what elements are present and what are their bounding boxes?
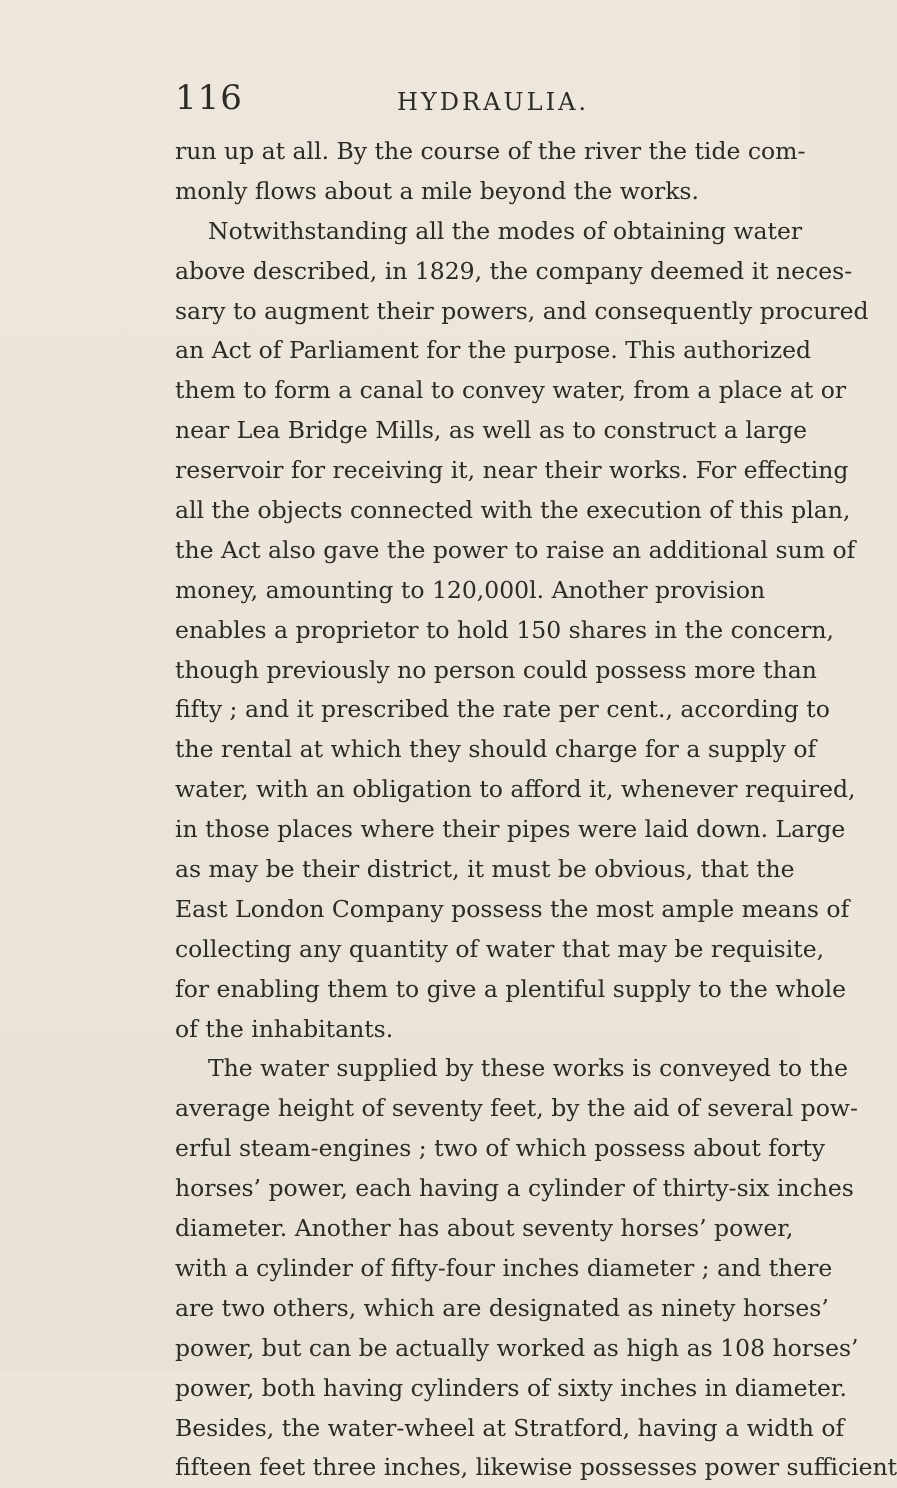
text-line: the Act also gave the power to raise an additional sum of bbox=[175, 535, 856, 564]
text-line: of the inhabitants. bbox=[175, 1014, 394, 1043]
text-line: the rental at which they should charge for a supply of bbox=[175, 735, 817, 764]
text-line: an Act of Parliament for the purpose. This authorized bbox=[175, 336, 812, 365]
body-text bbox=[175, 132, 897, 1488]
paragraph-start-line: The water supplied by these works is conveyed to the bbox=[208, 1054, 848, 1083]
running-head: HYDRAULIA. bbox=[397, 88, 590, 116]
text-line: fifty ; and it prescribed the rate per cent., according to bbox=[175, 695, 830, 724]
text-line: fifteen feet three inches, likewise possesses power sufficient bbox=[175, 1453, 897, 1482]
text-line: average height of seventy feet, by the aid of several pow- bbox=[175, 1094, 858, 1123]
text-line: East London Company possess the most ample means of bbox=[175, 894, 850, 923]
paragraph-start-line: Notwithstanding all the modes of obtaining water bbox=[208, 216, 803, 245]
text-line: above described, in 1829, the company deemed it neces- bbox=[175, 256, 853, 285]
text-line: diameter. Another has about seventy horses’ power, bbox=[175, 1214, 794, 1243]
text-line: erful steam-engines ; two of which possess about forty bbox=[175, 1134, 826, 1163]
text-line: reservoir for receiving it, near their works. For effecting bbox=[175, 456, 849, 485]
page-number: 116 bbox=[175, 78, 243, 118]
text-line: enables a proprietor to hold 150 shares in the concern, bbox=[175, 615, 834, 644]
text-line: are two others, which are designated as ninety horses’ bbox=[175, 1293, 829, 1322]
text-line: monly flows about a mile beyond the works. bbox=[175, 176, 699, 205]
text-line: horses’ power, each having a cylinder of thirty-six inches bbox=[175, 1174, 854, 1203]
text-line: them to form a canal to convey water, from a place at or bbox=[175, 376, 847, 405]
page-header bbox=[175, 78, 735, 118]
text-line: power, both having cylinders of sixty inches in diameter. bbox=[175, 1373, 848, 1402]
text-line: near Lea Bridge Mills, as well as to construct a large bbox=[175, 416, 808, 445]
text-line: as may be their district, it must be obvious, that the bbox=[175, 855, 795, 884]
text-line: water, with an obligation to afford it, whenever required, bbox=[175, 775, 856, 804]
text-line: sary to augment their powers, and consequently procured bbox=[175, 296, 869, 325]
text-line: Besides, the water-wheel at Stratford, having a width of bbox=[175, 1413, 845, 1442]
text-line: money, amounting to 120,000l. Another provision bbox=[175, 575, 766, 604]
text-line: for enabling them to give a plentiful supply to the whole bbox=[175, 974, 847, 1003]
text-line: all the objects connected with the execution of this plan, bbox=[175, 496, 851, 525]
text-line: collecting any quantity of water that may be requisite, bbox=[175, 934, 825, 963]
text-line: with a cylinder of fifty-four inches diameter ; and there bbox=[175, 1253, 833, 1282]
text-line: power, but can be actually worked as high as 108 horses’ bbox=[175, 1333, 859, 1362]
text-line: though previously no person could possess more than bbox=[175, 655, 817, 684]
text-line: run up at all. By the course of the river the tide com- bbox=[175, 137, 806, 165]
text-line: in those places where their pipes were laid down. Large bbox=[175, 815, 846, 844]
